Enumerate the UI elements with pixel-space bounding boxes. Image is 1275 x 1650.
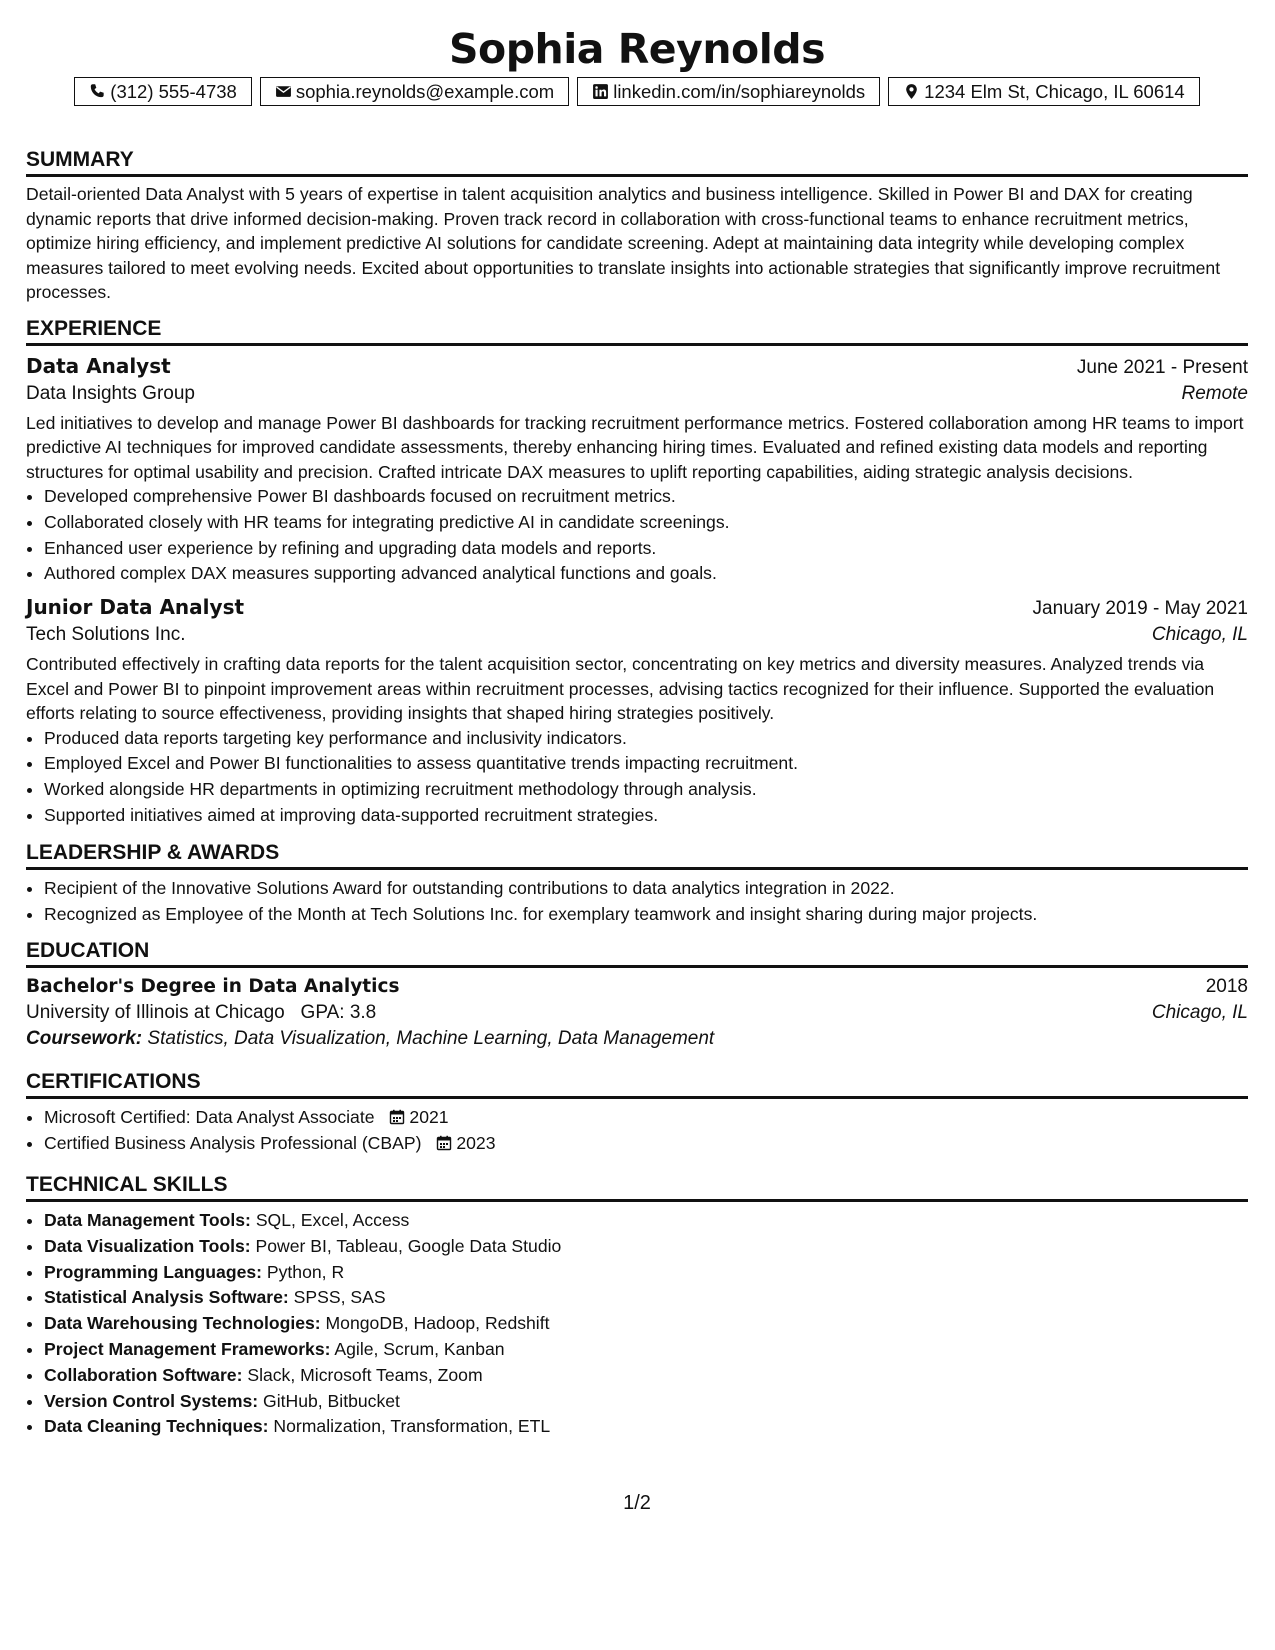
section-title-summary: SUMMARY bbox=[26, 146, 1248, 177]
skill-value: SQL, Excel, Access bbox=[255, 1210, 410, 1231]
list-item: • Developed comprehensive Power BI dashboards focused on recruitment metrics. bbox=[44, 484, 1248, 510]
coursework bbox=[26, 1028, 1248, 1050]
job-description: Led initiatives to develop and manage Power BI dashboards for tracking recruitment performance metrics. Fostered collaboration among HR teams to import predictive AI techniques for improved candidate assessments, thereby enhancing hiring times. Evaluated and refined existing data models and reporting structures for optimal usability and precision. Crafted intricate DAX measures to uplift reporting capabilities, aiding strategic analysis decisions. bbox=[26, 412, 1244, 482]
job-dates: January 2019 - May 2021 bbox=[1032, 598, 1248, 620]
coursework-list: Statistics, Data Visualization, Machine Learning, Data Management bbox=[147, 1028, 715, 1050]
list-item: • Worked alongside HR departments in optimizing recruitment methodology through analysis. bbox=[44, 777, 1248, 803]
contact-email[interactable] bbox=[260, 77, 569, 106]
contact-phone[interactable] bbox=[74, 77, 252, 106]
certification-item bbox=[44, 1105, 1248, 1131]
skill-item bbox=[44, 1311, 1248, 1337]
list-item: • Supported initiatives aimed at improving data-supported recruitment strategies. bbox=[44, 803, 1248, 829]
skill-label: Programming Languages: bbox=[44, 1261, 262, 1282]
skill-value: Power BI, Tableau, Google Data Studio bbox=[255, 1235, 562, 1256]
skill-label: Statistical Analysis Software: bbox=[44, 1287, 289, 1308]
skill-label: Data Cleaning Techniques: bbox=[44, 1416, 269, 1437]
leadership-list bbox=[26, 876, 1248, 928]
skill-item bbox=[44, 1234, 1248, 1260]
skill-value: Agile, Scrum, Kanban bbox=[334, 1339, 505, 1360]
list-item: • Authored complex DAX measures supporting advanced analytical functions and goals. bbox=[44, 561, 1248, 587]
skill-value: GitHub, Bitbucket bbox=[263, 1390, 400, 1411]
skill-label: Project Management Frameworks: bbox=[44, 1339, 331, 1360]
list-item: • Employed Excel and Power BI functionalities to assess quantitative trends impacting recruitment. bbox=[44, 751, 1248, 777]
job-header bbox=[26, 595, 1248, 620]
summary-text: Detail-oriented Data Analyst with 5 years of expertise in talent acquisition analytics and business intelligence. Skilled in Power BI and DAX for creating dynamic reports that drive informed decision-making. Proven track record in collaboration with cross-functional teams to enhance recruitment metrics, optimize hiring efficiency, and implement predictive AI solutions for candidate screening. Adept at maintaining data integrity while developing complex measures tailored to meet evolving needs. Excited about opportunities to translate insights into actionable strategies that significantly improve recruitment processes. bbox=[26, 184, 1221, 302]
calendar-icon bbox=[436, 1135, 452, 1151]
section-title-education: EDUCATION bbox=[26, 937, 1248, 968]
job-description: Contributed effectively in crafting data reports for the talent acquisition sector, concentrating on key metrics and diversity measures. Analyzed trends via Excel and Power BI to pinpoint improvement areas within recruitment processes, advising tactics recognized for their influence. Supported the evaluation efforts relating to source effectiveness, providing insights that shaped hiring strategies positively. bbox=[26, 654, 1215, 724]
job-bullets bbox=[26, 726, 1248, 829]
education-header bbox=[26, 976, 1248, 998]
skill-value: Normalization, Transformation, ETL bbox=[273, 1416, 551, 1437]
skill-value: MongoDB, Hadoop, Redshift bbox=[325, 1313, 550, 1334]
email-text: sophia.reynolds@example.com bbox=[295, 81, 555, 102]
certification-item bbox=[44, 1131, 1248, 1157]
list-item: • Produced data reports targeting key performance and inclusivity indicators. bbox=[44, 726, 1248, 752]
skill-label: Data Warehousing Technologies: bbox=[44, 1313, 321, 1334]
phone-icon bbox=[89, 83, 106, 100]
page-number: 1/2 bbox=[623, 1492, 651, 1514]
skill-label: Data Visualization Tools: bbox=[44, 1235, 251, 1256]
job-location: Chicago, IL bbox=[1151, 624, 1248, 646]
skill-item bbox=[44, 1260, 1248, 1286]
job-subheader bbox=[26, 624, 1248, 646]
job-dates: June 2021 - Present bbox=[1076, 356, 1248, 378]
job-location: Remote bbox=[1181, 382, 1248, 404]
contact-linkedin[interactable] bbox=[577, 77, 880, 106]
skill-item bbox=[44, 1414, 1248, 1440]
job-title: Junior Data Analyst bbox=[26, 595, 245, 620]
section-title-skills: TECHNICAL SKILLS bbox=[26, 1171, 1248, 1202]
section-title-certifications: CERTIFICATIONS bbox=[26, 1068, 1248, 1099]
skill-item bbox=[44, 1389, 1248, 1415]
list-item: • Recipient of the Innovative Solutions Award for outstanding contributions to data analytics integration in 2022. bbox=[44, 876, 1248, 902]
degree: Bachelor's Degree in Data Analytics bbox=[26, 976, 400, 998]
list-item: • Collaborated closely with HR teams for integrating predictive AI in candidate screenings. bbox=[44, 510, 1248, 536]
list-item: • Recognized as Employee of the Month at Tech Solutions Inc. for exemplary teamwork and insight sharing during major projects. bbox=[44, 902, 1248, 928]
address-text: 1234 Elm St, Chicago, IL 60614 bbox=[924, 81, 1185, 102]
calendar-icon bbox=[389, 1109, 405, 1125]
school-location: Chicago, IL bbox=[1151, 1002, 1248, 1024]
job-entry bbox=[26, 595, 1248, 829]
job-header bbox=[26, 354, 1248, 379]
candidate-name: Sophia Reynolds bbox=[449, 25, 825, 73]
job-title: Data Analyst bbox=[26, 353, 171, 378]
section-title-experience: EXPERIENCE bbox=[26, 315, 1248, 346]
envelope-icon bbox=[275, 83, 292, 100]
graduation-year: 2018 bbox=[1205, 976, 1248, 998]
contact-address[interactable] bbox=[888, 77, 1200, 106]
skill-item bbox=[44, 1208, 1248, 1234]
school-gpa: University of Illinois at Chicago GPA: 3.8 bbox=[26, 1002, 377, 1024]
job-subheader bbox=[26, 383, 1248, 405]
job-company: Data Insights Group bbox=[26, 382, 195, 404]
certification-name: Microsoft Certified: Data Analyst Associate bbox=[44, 1107, 375, 1128]
job-entry bbox=[26, 354, 1248, 588]
skill-label: Collaboration Software: bbox=[44, 1364, 243, 1385]
certification-name: Certified Business Analysis Professional (CBAP) bbox=[44, 1133, 422, 1154]
map-marker-icon bbox=[903, 83, 920, 100]
coursework-label: Coursework: bbox=[26, 1028, 143, 1050]
linkedin-text: linkedin.com/in/sophiareynolds bbox=[613, 81, 866, 102]
phone-text: (312) 555-4738 bbox=[110, 81, 237, 102]
education-subheader bbox=[26, 1002, 1248, 1024]
resume-page bbox=[26, 0, 1248, 1514]
job-bullets bbox=[26, 484, 1248, 587]
skill-item bbox=[44, 1285, 1248, 1311]
section-title-leadership: LEADERSHIP & AWARDS bbox=[26, 839, 1248, 870]
job-company: Tech Solutions Inc. bbox=[26, 624, 186, 646]
skills-list bbox=[26, 1208, 1248, 1440]
skill-label: Version Control Systems: bbox=[44, 1390, 259, 1411]
list-item: • Enhanced user experience by refining and upgrading data models and reports. bbox=[44, 536, 1248, 562]
skill-item bbox=[44, 1337, 1248, 1363]
linkedin-icon bbox=[592, 83, 609, 100]
skill-label: Data Management Tools: bbox=[44, 1210, 251, 1231]
contact-bar bbox=[26, 77, 1248, 106]
certification-year: 2023 bbox=[456, 1133, 496, 1154]
skill-item bbox=[44, 1363, 1248, 1389]
skill-value: Python, R bbox=[266, 1261, 345, 1282]
skill-value: Slack, Microsoft Teams, Zoom bbox=[247, 1364, 483, 1385]
certification-year: 2021 bbox=[409, 1107, 449, 1128]
certification-list bbox=[26, 1105, 1248, 1157]
skill-value: SPSS, SAS bbox=[293, 1287, 386, 1308]
